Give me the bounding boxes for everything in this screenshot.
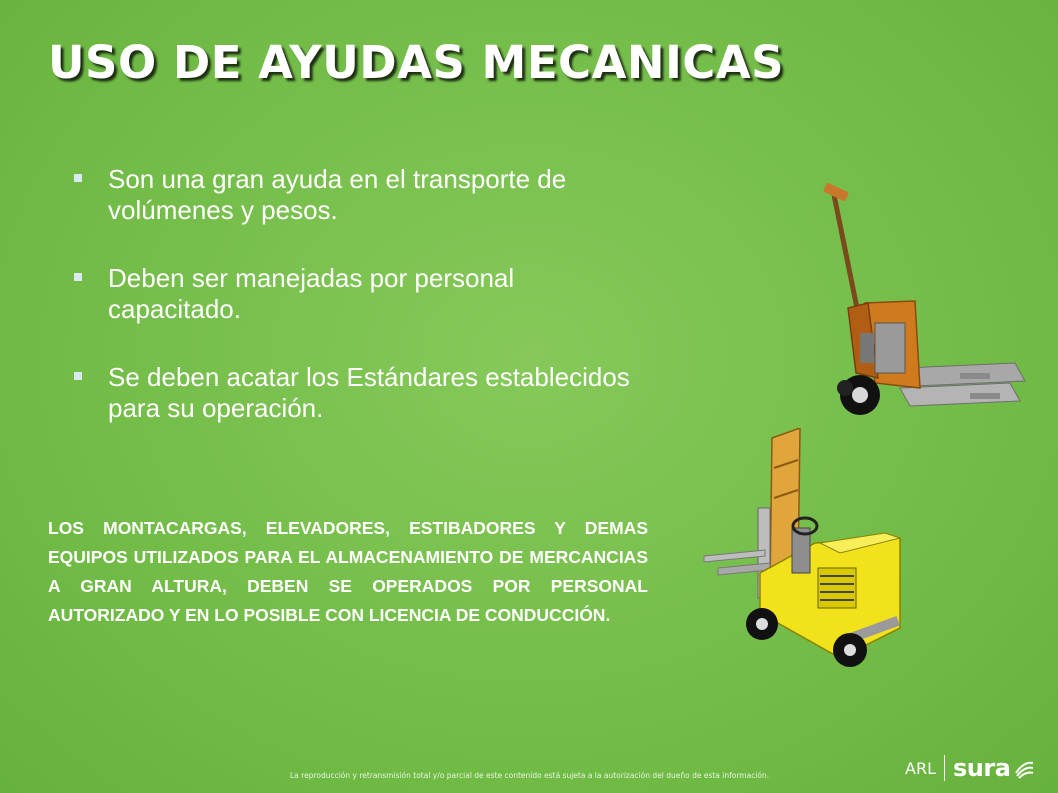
bullet-square-icon xyxy=(74,174,82,182)
bullet-square-icon xyxy=(74,372,82,380)
forklift-illustration xyxy=(700,428,910,673)
sura-swirl-icon xyxy=(1013,757,1035,779)
brand-separator xyxy=(944,755,945,781)
bullet-text: Se deben acatar los Estándares establecidos para su operación. xyxy=(108,362,630,423)
brand-arl-text: ARL xyxy=(905,758,936,778)
bullet-text: Son una gran ayuda en el transporte de volúmenes y pesos. xyxy=(108,164,567,225)
bullet-item xyxy=(72,164,652,226)
pallet-jack-illustration xyxy=(820,183,1030,418)
bullet-square-icon xyxy=(74,273,82,281)
footer-disclaimer: La reproducción y retransmisión total y/o parcial de este contenido está sujeta a la autorización del dueño de esta información. xyxy=(290,771,770,780)
bullet-text: Deben ser manejadas por personal capacitado. xyxy=(108,263,515,324)
brand-sura-text: sura xyxy=(952,754,1011,782)
slide-title: USO DE AYUDAS MECANICAS xyxy=(48,36,785,89)
brand-logo xyxy=(905,752,1035,784)
notice-paragraph: LOS MONTACARGAS, ELEVADORES, ESTIBADORES Y DEMAS EQUIPOS UTILIZADOS PARA EL ALMACENAMIENTO DE MERCANCIAS A GRAN ALTURA, DEBEN SE OPERADOS POR PERSONAL AUTORIZADO Y EN LO POSIBLE CON LICENCIA DE CONDUCCIÓN. xyxy=(48,518,648,625)
bullet-item xyxy=(72,263,652,325)
bullet-list xyxy=(72,164,652,461)
bullet-item xyxy=(72,362,652,424)
